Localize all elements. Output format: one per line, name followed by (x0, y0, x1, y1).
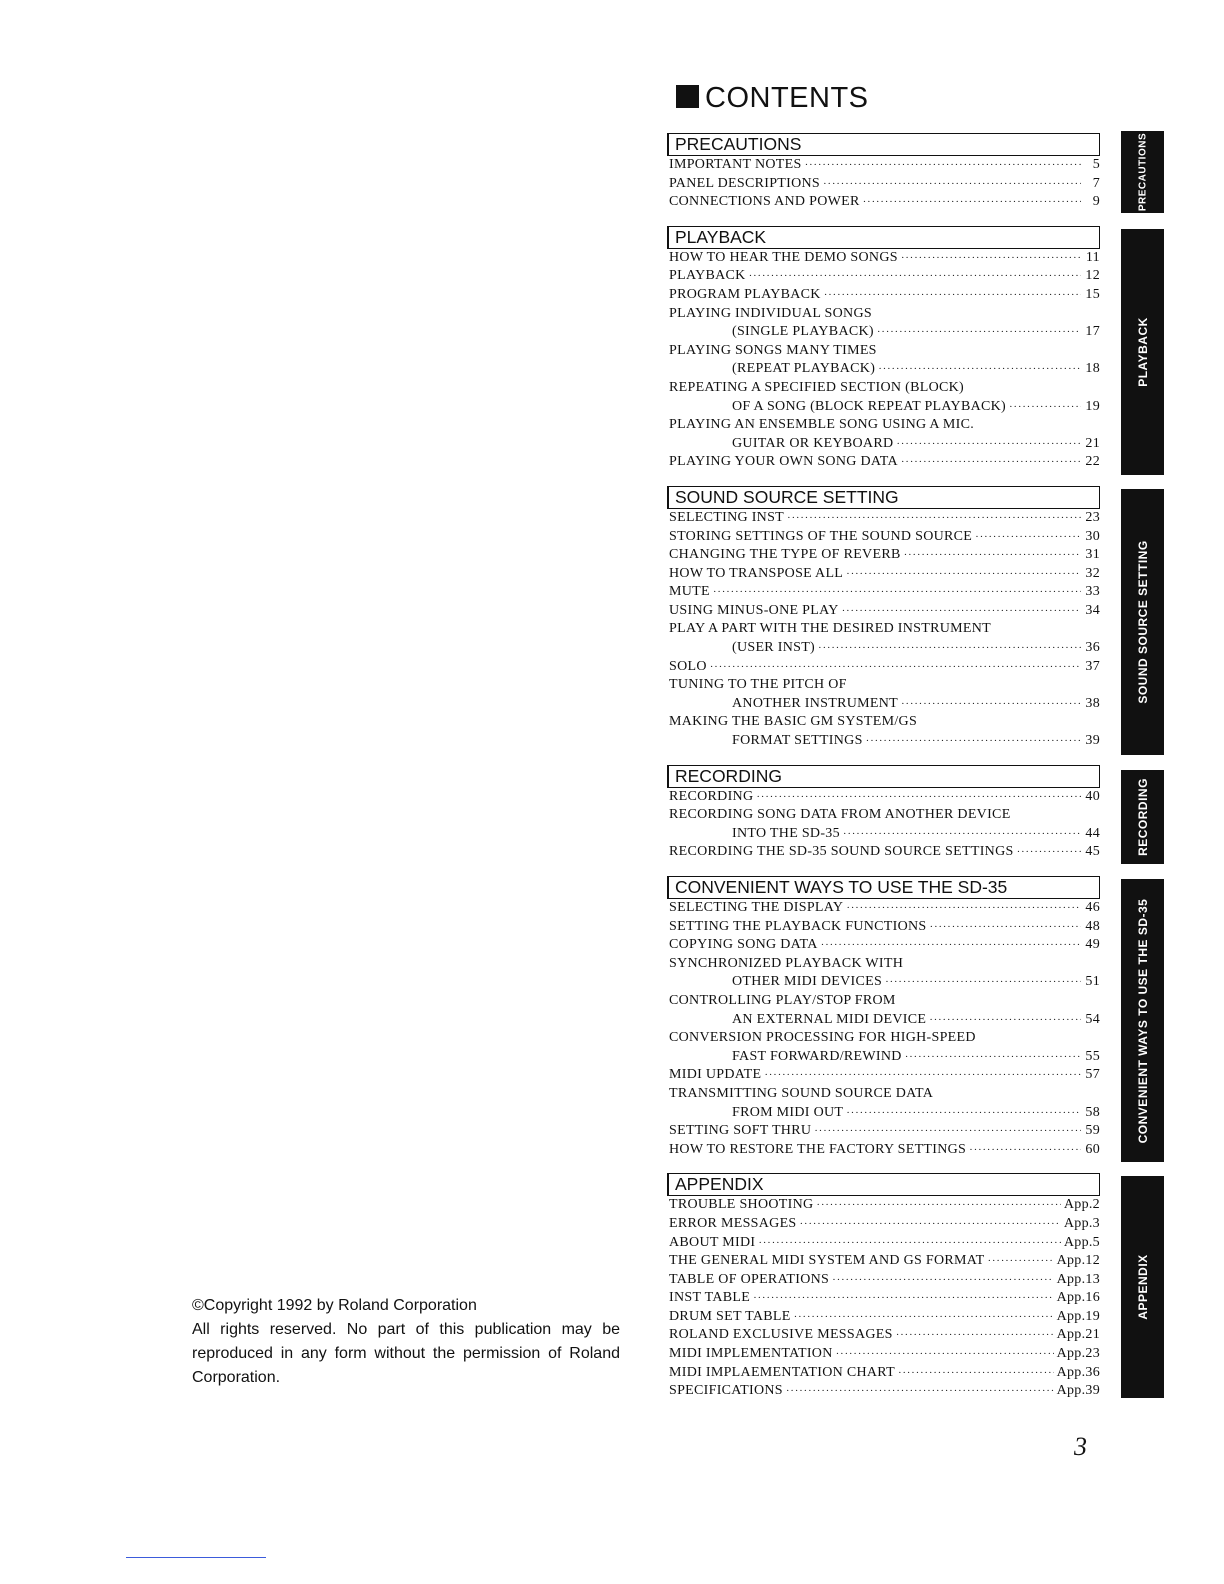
toc-page-number: 44 (1085, 825, 1100, 841)
toc-entry[interactable] (667, 1122, 1100, 1141)
dot-leader (824, 286, 1081, 305)
toc-section (667, 1173, 1100, 1401)
toc-page-number: 59 (1085, 1123, 1100, 1139)
toc-entry[interactable] (667, 658, 1100, 677)
toc-page-number: 39 (1085, 733, 1100, 749)
toc-page-number: 17 (1085, 324, 1100, 340)
toc-page-number: App.5 (1063, 1234, 1100, 1250)
toc-entry[interactable] (667, 918, 1100, 937)
toc-page-number: App.2 (1063, 1197, 1100, 1213)
toc-entry-title: THE GENERAL MIDI SYSTEM AND GS FORMAT (669, 1253, 985, 1269)
side-tab-playback[interactable] (1121, 229, 1164, 475)
toc-entry[interactable] (667, 360, 1100, 379)
toc-page-number: 57 (1085, 1067, 1100, 1083)
toc-page-number: 36 (1085, 640, 1100, 656)
dot-leader (904, 546, 1081, 565)
dot-leader (846, 565, 1081, 584)
dot-leader (929, 1011, 1081, 1030)
toc-entry[interactable] (667, 305, 1100, 324)
toc-entry-title: SPECIFICATIONS (669, 1383, 783, 1399)
dot-leader (1017, 843, 1081, 862)
toc-entry[interactable] (667, 249, 1100, 268)
toc-entry[interactable] (667, 435, 1100, 454)
toc-entry[interactable] (667, 1048, 1100, 1067)
toc-entry-title: SELECTING INST (669, 509, 785, 525)
toc-entry[interactable] (667, 565, 1100, 584)
dot-leader (901, 249, 1081, 268)
side-tab-label: RECORDING (1135, 778, 1150, 856)
toc-entry-title: OTHER MIDI DEVICES (732, 974, 883, 990)
toc-entry[interactable] (667, 193, 1100, 212)
toc-section (667, 133, 1100, 212)
toc-entry[interactable] (667, 1066, 1100, 1085)
dot-leader (749, 267, 1081, 286)
toc-entry[interactable] (667, 1271, 1100, 1290)
copyright-notice (192, 1294, 620, 1390)
dot-leader (753, 1289, 1053, 1308)
toc-entry[interactable] (667, 602, 1100, 621)
toc-section (667, 765, 1100, 862)
toc-entry-title: TABLE OF OPERATIONS (669, 1271, 830, 1287)
dot-leader (901, 695, 1081, 714)
section-heading[interactable]: RECORDING (667, 765, 1100, 788)
section-heading[interactable]: CONVENIENT WAYS TO USE THE SD-35 (667, 876, 1100, 899)
dot-leader (896, 1326, 1054, 1345)
toc-entry-title: MIDI IMPLEMENTATION (669, 1346, 833, 1362)
side-tab-appendix[interactable] (1121, 1176, 1164, 1398)
dot-leader (987, 1252, 1053, 1271)
toc-page-number: 48 (1085, 918, 1100, 934)
side-tab-label: SOUND SOURCE SETTING (1135, 540, 1150, 704)
toc-page-number: App.21 (1056, 1327, 1100, 1343)
dot-leader (794, 1308, 1054, 1327)
toc-entry-title: RECORDING THE SD-35 SOUND SOURCE SETTINGS (669, 844, 1014, 860)
toc-entry-title: DRUM SET TABLE (669, 1308, 791, 1324)
dot-leader (930, 918, 1081, 937)
section-heading[interactable]: SOUND SOURCE SETTING (667, 486, 1100, 509)
dot-leader (846, 1104, 1081, 1123)
dot-leader (823, 175, 1081, 194)
page-number: 3 (1074, 1432, 1087, 1461)
dot-leader (866, 732, 1081, 751)
toc-page-number: 46 (1085, 900, 1100, 915)
toc-entry[interactable] (667, 732, 1100, 751)
dot-leader (710, 658, 1081, 677)
toc-page-number: App.39 (1056, 1383, 1100, 1399)
toc-page-number: 37 (1085, 658, 1100, 674)
toc-page-number: App.3 (1063, 1215, 1100, 1231)
toc-entry-title: COPYING SONG DATA (669, 937, 818, 953)
toc-entry[interactable] (667, 1215, 1100, 1234)
toc-entry-title: ROLAND EXCLUSIVE MESSAGES (669, 1327, 893, 1343)
toc-entry-title: RECORDING (669, 788, 754, 804)
toc-entry[interactable] (667, 1011, 1100, 1030)
toc-entry[interactable] (667, 973, 1100, 992)
toc-page-number: 38 (1085, 695, 1100, 711)
side-tab-label: PLAYBACK (1135, 317, 1150, 387)
toc-entry-title: AN EXTERNAL MIDI DEVICE (732, 1011, 927, 1027)
section-heading[interactable]: PRECAUTIONS (667, 133, 1100, 156)
toc-section (667, 876, 1100, 1159)
toc-page-number: App.19 (1056, 1308, 1100, 1324)
toc-entry-title: PLAYING YOUR OWN SONG DATA (669, 454, 898, 470)
toc-section (667, 486, 1100, 751)
toc-page-number: App.13 (1056, 1271, 1100, 1287)
toc-entry-title: FORMAT SETTINGS (732, 733, 863, 749)
toc-entry[interactable] (667, 639, 1100, 658)
toc-entry-title: GUITAR OR KEYBOARD (732, 435, 894, 451)
toc-entry-title: ABOUT MIDI (669, 1234, 756, 1250)
toc-entry-title: PLAYING INDIVIDUAL SONGS (669, 305, 872, 321)
dot-leader (814, 1122, 1081, 1141)
toc-page-number: 60 (1085, 1141, 1100, 1157)
toc-entry[interactable] (667, 955, 1100, 974)
toc-entry[interactable] (667, 342, 1100, 361)
toc-page-number: 51 (1085, 974, 1100, 990)
dot-leader (842, 602, 1081, 621)
toc-page-number: 19 (1085, 398, 1100, 414)
toc-entry[interactable] (667, 788, 1100, 807)
toc-page-number: App.12 (1056, 1253, 1100, 1269)
toc-entry[interactable] (667, 1104, 1100, 1123)
toc-entry[interactable] (667, 1234, 1100, 1253)
dot-leader (821, 936, 1081, 955)
toc-entry[interactable] (667, 806, 1100, 825)
toc-entry[interactable] (667, 936, 1100, 955)
toc-entry[interactable] (667, 843, 1100, 862)
toc-entry[interactable] (667, 1252, 1100, 1271)
dot-leader (818, 639, 1081, 658)
section-heading[interactable]: APPENDIX (667, 1173, 1100, 1196)
toc-entry-title: CONTROLLING PLAY/STOP FROM (669, 992, 896, 1008)
toc-entry-title: MIDI IMPLAEMENTATION CHART (669, 1364, 895, 1380)
toc-entry[interactable] (667, 156, 1100, 175)
toc-entry[interactable] (667, 695, 1100, 714)
toc-entry-title: SYNCHRONIZED PLAYBACK WITH (669, 955, 904, 971)
dot-leader (787, 509, 1081, 528)
toc-entry-title: REPEATING A SPECIFIED SECTION (BLOCK) (669, 379, 965, 395)
toc-page-number: 49 (1085, 937, 1100, 953)
table-of-contents (667, 133, 1100, 1415)
toc-entry[interactable] (667, 676, 1100, 695)
toc-entry-title: TUNING TO THE PITCH OF (669, 677, 847, 693)
dot-leader (863, 193, 1081, 212)
toc-entry[interactable] (667, 509, 1100, 528)
page-title (676, 82, 869, 115)
dot-leader (843, 825, 1081, 844)
toc-page-number: 40 (1085, 788, 1100, 804)
toc-entry[interactable] (667, 528, 1100, 547)
toc-page-number: App.36 (1056, 1364, 1100, 1380)
toc-entry-title: SETTING THE PLAYBACK FUNCTIONS (669, 918, 927, 934)
toc-entry[interactable] (667, 546, 1100, 565)
toc-entry[interactable] (667, 453, 1100, 472)
dot-leader (877, 323, 1081, 342)
dot-leader (878, 360, 1081, 379)
dot-leader (832, 1271, 1053, 1290)
side-tab-label: CONVENIENT WAYS TO USE THE SD-35 (1135, 898, 1150, 1143)
side-tab-recording[interactable] (1121, 770, 1164, 864)
toc-page-number: 5 (1092, 157, 1100, 172)
dot-leader (786, 1382, 1054, 1401)
toc-entry[interactable] (667, 1326, 1100, 1345)
toc-entry[interactable] (667, 1382, 1100, 1401)
toc-entry-title: HOW TO RESTORE THE FACTORY SETTINGS (669, 1141, 967, 1157)
dot-leader (885, 973, 1081, 992)
toc-entry-title: PANEL DESCRIPTIONS (669, 175, 820, 191)
rights-statement: All rights reserved. No part of this publication may be reproduced in any form without the permission of Roland Corporation. (192, 1321, 620, 1386)
toc-page-number: 55 (1085, 1048, 1100, 1064)
toc-page-number: 22 (1085, 454, 1100, 470)
toc-entry-title: SETTING SOFT THRU (669, 1123, 812, 1139)
toc-entry-title: TRANSMITTING SOUND SOURCE DATA (669, 1085, 934, 1101)
toc-entry[interactable] (667, 416, 1100, 435)
toc-entry-title: ANOTHER INSTRUMENT (732, 695, 899, 711)
dot-leader (764, 1066, 1081, 1085)
toc-entry[interactable] (667, 323, 1100, 342)
dot-leader (800, 1215, 1061, 1234)
side-tab-label: PRECAUTIONS (1137, 132, 1148, 212)
toc-entry-title: IMPORTANT NOTES (669, 157, 802, 172)
toc-page-number: 45 (1085, 844, 1100, 860)
dot-leader (896, 435, 1081, 454)
side-tab-precautions[interactable] (1121, 131, 1164, 213)
toc-entry[interactable] (667, 1141, 1100, 1160)
toc-entry[interactable] (667, 286, 1100, 305)
square-bullet-icon (676, 85, 699, 108)
toc-entry-title: PLAY A PART WITH THE DESIRED INSTRUMENT (669, 621, 992, 637)
dot-leader (1009, 398, 1081, 417)
dot-leader (836, 1345, 1054, 1364)
toc-entry-title: OF A SONG (BLOCK REPEAT PLAYBACK) (732, 398, 1007, 414)
toc-page-number: 11 (1085, 249, 1100, 265)
toc-entry-title: MAKING THE BASIC GM SYSTEM/GS (669, 714, 918, 730)
toc-entry-title: FAST FORWARD/REWIND (732, 1048, 902, 1064)
toc-entry[interactable] (667, 992, 1100, 1011)
toc-page-number: App.16 (1056, 1290, 1100, 1306)
toc-page-number: 18 (1085, 361, 1100, 377)
toc-entry-title: INTO THE SD-35 (732, 825, 840, 841)
toc-entry[interactable] (667, 1085, 1100, 1104)
toc-page-number: 23 (1085, 509, 1100, 525)
dot-leader (975, 528, 1081, 547)
toc-entry[interactable] (667, 713, 1100, 732)
toc-entry[interactable] (667, 1364, 1100, 1383)
toc-entry[interactable] (667, 379, 1100, 398)
toc-entry[interactable] (667, 1196, 1100, 1215)
toc-entry-title: PLAYING SONGS MANY TIMES (669, 342, 877, 358)
toc-entry-title: SOLO (669, 658, 707, 674)
toc-entry[interactable] (667, 899, 1100, 918)
toc-entry[interactable] (667, 1289, 1100, 1308)
toc-entry-title: SELECTING THE DISPLAY (669, 900, 844, 915)
dot-leader (901, 453, 1081, 472)
toc-entry-title: INST TABLE (669, 1290, 751, 1306)
toc-section (667, 226, 1100, 472)
toc-entry-title: FROM MIDI OUT (732, 1104, 844, 1120)
toc-entry-title: PLAYING AN ENSEMBLE SONG USING A MIC. (669, 417, 975, 433)
dot-leader (805, 156, 1081, 175)
dot-leader (816, 1196, 1060, 1215)
dot-leader (905, 1048, 1081, 1067)
toc-entry-title: TROUBLE SHOOTING (669, 1197, 814, 1213)
copyright-line: ©Copyright 1992 by Roland Corporation (192, 1297, 477, 1314)
toc-entry[interactable] (667, 583, 1100, 602)
toc-entry-title: PLAYBACK (669, 268, 746, 284)
toc-entry-title: (REPEAT PLAYBACK) (732, 361, 876, 377)
toc-page-number: 58 (1085, 1104, 1100, 1120)
toc-entry-title: HOW TO HEAR THE DEMO SONGS (669, 249, 898, 265)
toc-page-number: 12 (1085, 268, 1100, 284)
dot-leader (969, 1141, 1081, 1160)
dot-leader (898, 1364, 1054, 1383)
toc-entry-title: HOW TO TRANSPOSE ALL (669, 565, 844, 581)
toc-page-number: 31 (1085, 547, 1100, 563)
toc-entry-title: CHANGING THE TYPE OF REVERB (669, 547, 901, 563)
toc-entry[interactable] (667, 620, 1100, 639)
toc-entry-title: RECORDING SONG DATA FROM ANOTHER DEVICE (669, 807, 1011, 823)
divider (126, 1557, 266, 1558)
dot-leader (713, 583, 1081, 602)
toc-page-number: 21 (1085, 435, 1100, 451)
toc-entry-title: MUTE (669, 584, 710, 600)
side-tab-convenient-ways[interactable] (1121, 879, 1164, 1162)
side-tab-sound-source-setting[interactable] (1121, 489, 1164, 755)
toc-entry-title: USING MINUS-ONE PLAY (669, 602, 839, 618)
toc-page-number: 15 (1085, 286, 1100, 302)
toc-entry-title: (SINGLE PLAYBACK) (732, 324, 874, 340)
dot-leader (756, 788, 1081, 807)
toc-page-number: 32 (1085, 565, 1100, 581)
section-heading[interactable]: PLAYBACK (667, 226, 1100, 249)
toc-page-number: 30 (1085, 528, 1100, 544)
toc-page-number: 34 (1085, 602, 1100, 618)
toc-entry[interactable] (667, 267, 1100, 286)
toc-entry-title: CONVERSION PROCESSING FOR HIGH-SPEED (669, 1030, 976, 1046)
toc-entry-title: ERROR MESSAGES (669, 1215, 797, 1231)
side-tab-label: APPENDIX (1135, 1254, 1150, 1320)
toc-entry-title: (USER INST) (732, 640, 816, 656)
toc-page-number: 33 (1085, 584, 1100, 600)
toc-entry-title: MIDI UPDATE (669, 1067, 762, 1083)
toc-entry[interactable] (667, 1308, 1100, 1327)
dot-leader (846, 899, 1081, 918)
toc-entry-title: STORING SETTINGS OF THE SOUND SOURCE (669, 528, 973, 544)
dot-leader (758, 1234, 1061, 1253)
toc-entry-title: CONNECTIONS AND POWER (669, 194, 860, 210)
toc-entry[interactable] (667, 398, 1100, 417)
toc-entry-title: PROGRAM PLAYBACK (669, 286, 821, 302)
toc-page-number: 7 (1092, 175, 1100, 191)
toc-page-number: App.23 (1056, 1346, 1100, 1362)
toc-entry[interactable] (667, 175, 1100, 194)
toc-page-number: 54 (1085, 1011, 1100, 1027)
toc-entry[interactable] (667, 1029, 1100, 1048)
toc-page-number: 9 (1092, 194, 1100, 210)
toc-entry[interactable] (667, 1345, 1100, 1364)
page-title-text: CONTENTS (705, 82, 869, 114)
toc-entry[interactable] (667, 825, 1100, 844)
